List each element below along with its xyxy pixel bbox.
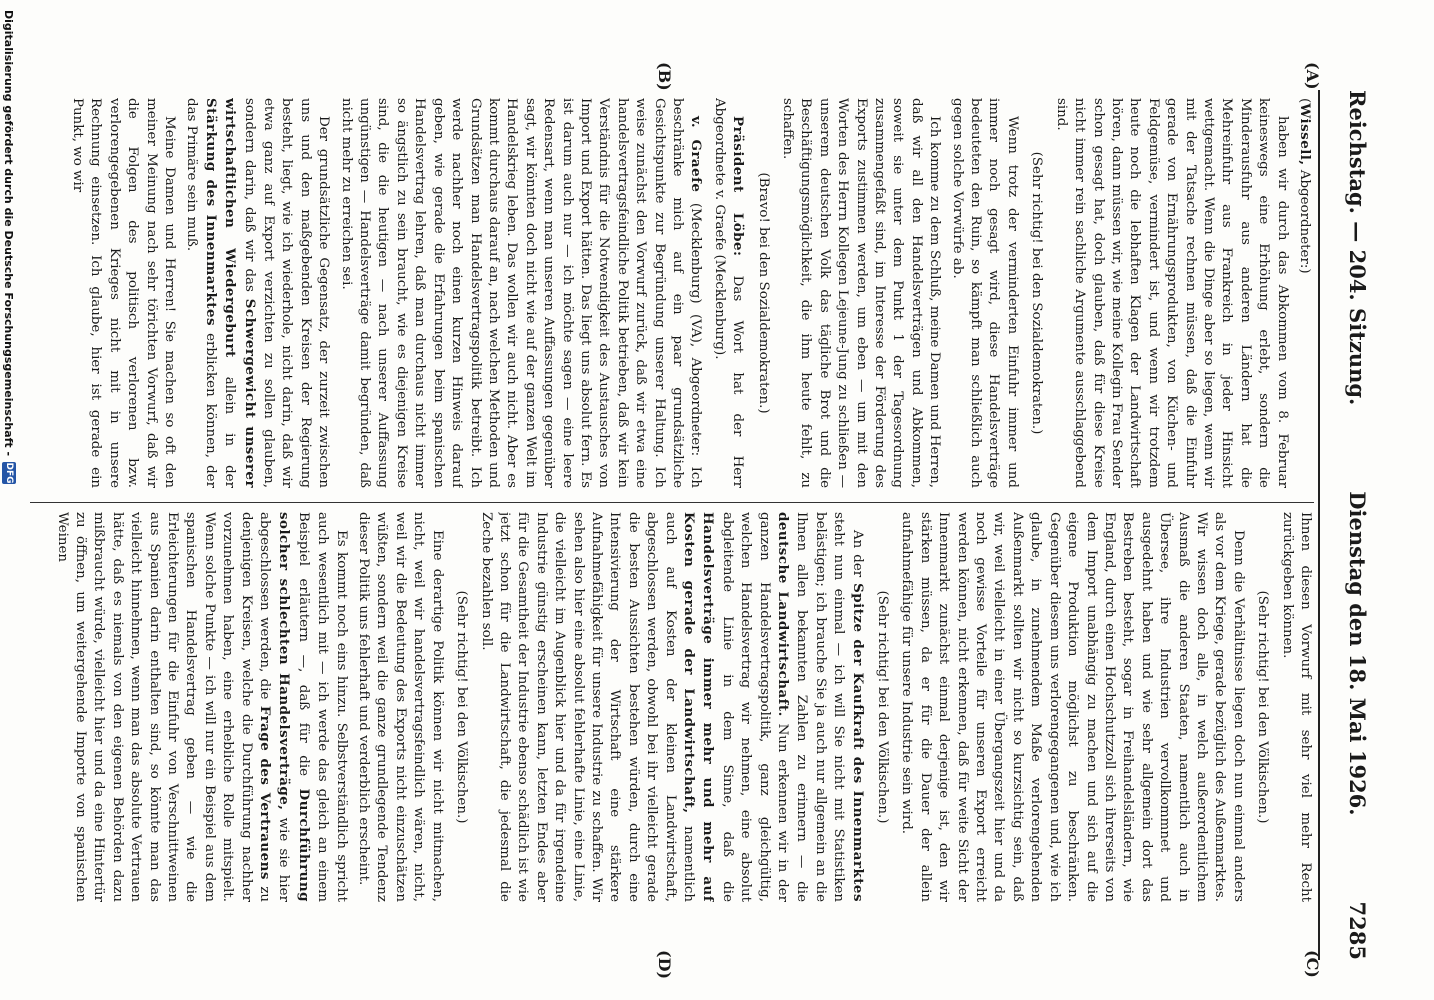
text: Es kommt noch eins hinzu. Selbstverständlich spricht auch wesentlich mit — ich werde das gleich an einem Beispiel erläutern —, daß für die [295,512,349,902]
emphasis: Handelsverträge immer mehr und mehr auf Kosten gerade der Landwirtschaft, [681,512,717,902]
emphasis: Durchführung solcher schlechten Handelsverträge, [276,512,312,902]
right-column [28,512,1314,902]
header-session: Reichstag. — 204. Sitzung. [1345,90,1370,406]
text: zu denjenigen Kreisen, welche die Durchführung nachher vorzunehmen haben, eine erhebliche Rolle mitspielt. Wenn solche Punkte — ich will nur ein Beispiel aus dem spanischen Handelsvertrag geben — wie die Erleichterungen für die Einfuhr von Verschnittweinen aus Spanien darin enthalten sind, so könnte man das vielleicht hinnehmen, wenn man das absolute Vertrauen hätte, daß es niemals von den eigenen Behörden dazu mißbraucht würde, vielleicht hier und da eine Hintertür zu öffnen, um weitergehende Importe von spanischen Weinen [54,512,273,902]
text: An der [849,530,865,584]
interjection: (Sehr richtig! bei den Völkischen.) [454,590,470,824]
speaker-name: v. Graefe [688,116,705,193]
interjection: (Sehr richtig! bei den Sozialdemokraten.) [1029,151,1045,435]
text: wie sie hier abgeschlossen werden, die [257,512,292,902]
president-text: Das Wort hat der Herr Abgeordnete v. Graefe (Mecklenburg). [711,98,746,488]
text: allein in der [222,357,238,488]
emphasis: Frage des Vertrauens [257,705,274,880]
paragraph: Denn die Verhältnisse liegen doch nun einmal anders als vor dem Kriege, gerade bezüglich des Außenmarktes. Wir wissen doch alle, in welch außerordentlichem Ausmaß die anderen Staaten, namentlich auch in Übersee, ihre Industrien vervollkommnet und ausgedehnt haben und wie sehr allgemein dort das Bestreben besteht, sogar in Freihandelsländern, wie England, durch einen Hochschutzzoll sich ihrerseits von dem Import unabhängig zu machen und sich auf die eigene Produktion möglichst zu beschränken. Gegenüber diesem uns verlorengegangenen und, wie ich glaube, in zunehmendem Maße verlorengehenden Außenmarkt sollten wir nicht so kurzsichtig sein, daß wir, weil vielleicht in einer Übergangszeit hier und da noch gewisse Vorteile für unseren Export erreicht werden können, nicht erkennen, daß für weite Sicht der Innenmarkt zunächst einmal derjenige ist, den wir stärken müssen, da er für die Dauer der allein aufnahmefähige für unsere Industrie sein wird. [899,512,1246,902]
paragraph [182,98,332,488]
text: steht nun einmal — ich will Sie nicht mit Statistiken belästigen; ich brauche Sie ja auch nur allgemein an die Ihnen allen bekannten Zahlen zu erinnern — die [794,512,847,902]
margin-marker-b: (B) [655,62,674,91]
emphasis: Stärkung des Innenmarktes [202,98,219,327]
speech-continuation: (Wissell, Abgeordneter:) [1297,98,1313,274]
text: Nun erkennen wir in der ganzen Handelsvertragspolitik, ganz gleichgültig, welchen Handelsvertrag wir nehmen, eine absolut abgleitende Linie in dem Sinne, daß die [719,512,791,902]
emphasis: deutsche Landwirtschaft. [775,512,792,717]
paragraph [476,512,867,902]
paragraph: Meine Damen und Herren! Sie machen so oft den meiner Meinung nach sehr törichten Vorwurf, daß wir die Folgen des politisch verlorenen bzw. verlorengegebenen Krieges nicht mit in unsere Rechnung einsetzen. Ich glaube, hier ist gerade ein Punkt, wo wir [70,98,178,488]
text: Der grundsätzliche Gegensatz, der zurzeit zwischen uns und den maßgebenden Kreisen der Regierung besteht, liegt, wie ich wiederhole, nicht darin, daß wir etwa ganz auf Export verzichten zu sollen glauben, sondern darin, daß wir das [241,98,332,488]
margin-marker-d: (D) [655,950,674,980]
president-remark [709,98,747,488]
speech-start [336,98,705,488]
margin-marker-c: (C) [1303,950,1322,978]
page-header [1318,90,1370,960]
text: namentlich auch auf Kosten der kleinen Landwirtschaft, abgeschlossen werden, obwohl bei ihr vielleicht gerade die besten Aussichten bestehen würden, durch eine Intensivierung der Wirtschaft eine stärkere Aufnahmefähigkeit für unsere Industrie zu schaffen. Wir sehen also hier eine absolut fehlerhafte Linie, eine Linie, die vielleicht im Augenblick hier und da für irgendeine Industrie günstig erscheinen kann, letzten Endes aber für die Gesamtheit der Industrie ebenso schädlich ist wie jetzt schon für die Landwirtschaft, die jedesmal die Zeche bezahlen soll. [478,512,696,902]
paragraph [52,512,350,902]
speech-text: (Mecklenburg) (VA), Abgeordneter: Ich beschränke mich auf ein paar grundsätzliche Gesichtspunkte zur Begründung unserer Haltung. Ich weise zunächst den Vorwurf zurück, daß wir etwa eine handelsvertragsfeindliche Politik betrieben, daß wir kein Verständnis für die Notwendigkeit des Austausches von Import und Export hätten. Das liegt uns absolut fern. Es ist darum auch nur — ich möchte sagen — eine leere Redensart, wenn man unseren Auffassungen gegenüber sagt, wir könnten doch nicht wie auf der ganzen Welt im Handelskrieg leben. Das wollen wir auch nicht. Aber es kommt durchaus darauf an, nach welchen Methoden und Grundsätzen man Handelsvertragspolitik betreibt. Ich werde nachher noch einen kurzen Hinweis darauf geben, wie gerade die Erfahrungen beim spanischen Handelsvertrag lehren, daß man durchaus nicht immer so ängstlich zu sein braucht, wie es diejenigen Kreise sind, die die heutigen — nach unserer Auffassung ungünstigen — Handelsverträge damit begründen, daß nicht mehr zu erreichen sei. [338,98,704,488]
digitization-footer [0,0,20,1000]
emphasis: Schwergewicht unserer wirtschaftlichen Wiedergeburt [222,98,258,488]
interjection: (Sehr richtig! bei den Völkischen.) [1255,590,1271,824]
dfg-logo-icon: DFG [4,462,14,484]
text: erblicken können, der das Primäre sein muß. [184,98,218,488]
interjection: (Bravo! bei den Sozialdemokraten.) [755,172,771,414]
paragraph: Eine derartige Politik können wir nicht mitmachen, nicht, weil wir handelsvertragsfeindlich wären, nicht, weil wir die Bedeutung des Exports nicht einzuschätzen wüßten, sondern weil die ganze grundlegende Tendenz dieser Politik uns fehlerhaft und verderblich erscheint. [356,512,445,902]
paragraph: Ich komme zu dem Schluß, meine Damen und Herren, daß wir all den Handelsverträgen und Abkommen, soweit sie unter dem Punkt 1 der Tagesordnung zusammengefaßt sind, im Interesse der Förderung des Exports zustimmen werden, um eben — um mit den Worten des Herrn Kollegen Lejeune-Jung zu schließen — unserem deutschen Volk das tägliche Brot und die Beschäftigungsmöglichkeit, die ihm heute fehlt, zu schaffen. [780,98,943,488]
margin-marker-a: (A) [1303,62,1322,90]
paragraph: haben wir durch das Abkommen vom 8. Februar keineswegs eine Erhöhung erlebt, sondern die Minderausfuhr aus anderen Ländern hat die Mehreinfuhr aus Frankreich in jeder Hinsicht wettgemacht. Wenn die Dinge aber so liegen, wenn wir mit der Tatsache rechnen müssen, daß die Einfuhr gerade von Ernährungsprodukten, von Küchen- und Feldgemüse, vermindert ist, und wenn wir trotzdem heute noch die lebhaften Klagen der Landwirtschaft hören, dann müssen wir, wie meine Kollegin Frau Sender schon gesagt hat, doch glauben, daß für diese Kreise nicht immer rein sachliche Argumente ausschlaggebend sind. [1053,98,1290,488]
footer-text: Digitalisierung gefördert durch die Deutsche Forschungsgemeinschaft - [2,10,16,457]
emphasis: Spitze der Kaufkraft des Innenmarktes [849,583,866,902]
header-date: Dienstag den 18. Mai 1926. [1345,491,1370,816]
speaker-role: Abgeordneter: [1297,165,1312,269]
page-number: 7285 [1345,901,1370,960]
speaker-name: Wissell, [1297,103,1313,166]
column-divider [30,502,1314,503]
paragraph: Ihnen diesen Vorwurf mit sehr viel mehr Recht zurückgeben können. [1279,512,1313,902]
paragraph: Wenn trotz der verminderten Einfuhr immer und immer noch gesagt wird, diese Handelsverträge bedeuteten den Ruin, so kämpft man schließlich auch gegen solche Vorwürfe ab. [949,98,1020,488]
left-column [28,98,1314,488]
interjection: (Sehr richtig! bei den Völkischen.) [875,590,891,824]
president-label: Präsident Löbe: [730,116,747,257]
